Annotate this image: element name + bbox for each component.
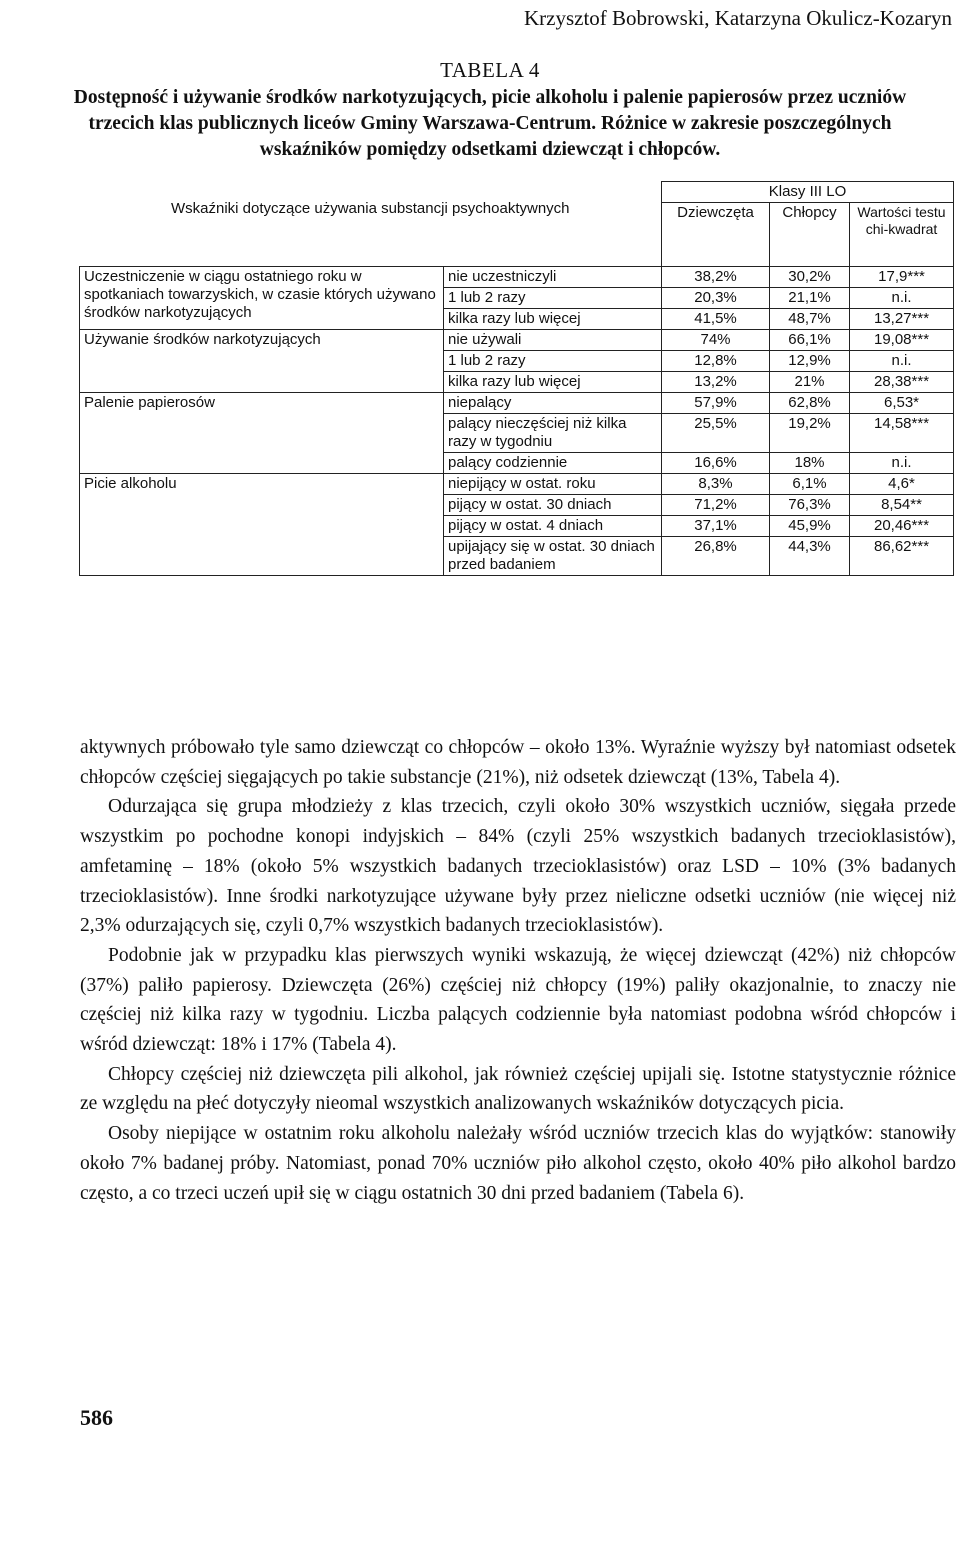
- chi-value: 14,58***: [850, 414, 954, 453]
- boys-value: 45,9%: [770, 516, 850, 537]
- girls-value: 37,1%: [662, 516, 770, 537]
- category-cell: palący nieczęściej niż kilka razy w tygodniu: [444, 414, 662, 453]
- boys-value: 12,9%: [770, 351, 850, 372]
- table-row: [80, 474, 954, 495]
- girls-value: 12,8%: [662, 351, 770, 372]
- boys-value: 48,7%: [770, 309, 850, 330]
- chi-value: n.i.: [850, 351, 954, 372]
- girls-value: 41,5%: [662, 309, 770, 330]
- chi-value: 8,54**: [850, 495, 954, 516]
- chi-value: 17,9***: [850, 267, 954, 288]
- header-boys: Chłopcy: [770, 203, 850, 267]
- category-cell: niepijący w ostat. roku: [444, 474, 662, 495]
- girls-value: 20,3%: [662, 288, 770, 309]
- category-cell: niepalący: [444, 393, 662, 414]
- boys-value: 18%: [770, 453, 850, 474]
- body-paragraph: aktywnych próbowało tyle samo dziewcząt co chłopców – około 13%. Wyraźnie wyższy był natomiast odsetek chłopców częściej sięgających po takie substancje (21%), niż odsetek dziewcząt (13%, Tabela 4).: [80, 737, 956, 788]
- girls-value: 13,2%: [662, 372, 770, 393]
- body-text: [80, 733, 956, 1208]
- girls-value: 16,6%: [662, 453, 770, 474]
- table-row: [80, 330, 954, 351]
- boys-value: 21%: [770, 372, 850, 393]
- body-paragraph: Podobnie jak w przypadku klas pierwszych wyniki wskazują, że więcej dziewcząt (42%) niż chłopców (37%) paliło papierosy. Dziewczęta (26%) częściej niż chłopcy (19%) paliły okazjonalnie, to znaczy nie częściej niż kilka razy w tygodniu. Liczba palących codziennie była natomiast podobna wśród chłopców i wśród dziewcząt: 18% i 17% (Tabela 4).: [80, 944, 956, 1056]
- boys-value: 62,8%: [770, 393, 850, 414]
- girls-value: 74%: [662, 330, 770, 351]
- chi-value: n.i.: [850, 288, 954, 309]
- header-girls: Dziewczęta: [662, 203, 770, 267]
- table-title: Dostępność i używanie środków narkotyzujących, picie alkoholu i palenie papierosów przez uczniów trzecich klas publicznych liceów Gminy Warszawa-Centrum. Różnice w zakresie poszczególnych wskaźników pomiędzy odsetkami dziewcząt i chłopców.: [73, 87, 907, 160]
- table-row: [80, 393, 954, 414]
- indicator-label: Picie alkoholu: [80, 474, 444, 576]
- category-cell: 1 lub 2 razy: [444, 288, 662, 309]
- indicator-label: Używanie środków narkotyzujących: [80, 330, 444, 393]
- chi-value: 19,08***: [850, 330, 954, 351]
- header-group: Klasy III LO: [662, 182, 954, 203]
- indicator-label: Uczestniczenie w ciągu ostatniego roku w spotkaniach towarzyskich, w czasie których używano środków narkotyzujących: [80, 267, 444, 330]
- category-cell: kilka razy lub więcej: [444, 372, 662, 393]
- body-paragraph: Osoby niepijące w ostatnim roku alkoholu należały wśród uczniów trzecich klas do wyjątków: stanowiły około 7% badanej próby. Natomiast, ponad 70% uczniów piło alkohol często, około 40% piło alkohol bardzo często, a co trzeci uczeń upił się w ciągu ostatnich 30 dni przed badaniem (Tabela 6).: [80, 1123, 956, 1204]
- chi-value: n.i.: [850, 453, 954, 474]
- girls-value: 38,2%: [662, 267, 770, 288]
- table-number: TABELA 4: [440, 58, 540, 82]
- boys-value: 30,2%: [770, 267, 850, 288]
- category-cell: kilka razy lub więcej: [444, 309, 662, 330]
- boys-value: 19,2%: [770, 414, 850, 453]
- category-cell: 1 lub 2 razy: [444, 351, 662, 372]
- chi-value: 4,6*: [850, 474, 954, 495]
- girls-value: 25,5%: [662, 414, 770, 453]
- girls-value: 71,2%: [662, 495, 770, 516]
- chi-value: 6,53*: [850, 393, 954, 414]
- chi-value: 13,27***: [850, 309, 954, 330]
- page-number: 586: [80, 1405, 113, 1430]
- girls-value: 8,3%: [662, 474, 770, 495]
- chi-value: 28,38***: [850, 372, 954, 393]
- boys-value: 21,1%: [770, 288, 850, 309]
- category-cell: pijący w ostat. 30 dniach: [444, 495, 662, 516]
- category-cell: nie uczestniczyli: [444, 267, 662, 288]
- boys-value: 66,1%: [770, 330, 850, 351]
- chi-value: 20,46***: [850, 516, 954, 537]
- running-header-author: Krzysztof Bobrowski, Katarzyna Okulicz-Kozaryn: [523, 6, 952, 30]
- category-cell: upijający się w ostat. 30 dniach przed badaniem: [444, 537, 662, 576]
- header-chi: Wartości testu chi-kwadrat: [850, 203, 954, 267]
- body-paragraph: Odurzająca się grupa młodzieży z klas trzecich, czyli około 30% wszystkich uczniów, sięgała przede wszystkim po pochodne konopi indyjskich – 84% (czyli 25% wszystkich badanych trzecioklasistów), amfetaminę – 18% (około 5% wszystkich badanych trzecioklasistów) oraz LSD – 10% (3% badanych trzecioklasistów). Inne środki narkotyzujące używane były przez nieliczne odsetki uczniów (nie więcej niż 2,3% odurzających się, czyli 0,7% wszystkich badanych trzecioklasistów).: [80, 796, 956, 937]
- indicator-label: Palenie papierosów: [80, 393, 444, 474]
- category-cell: pijący w ostat. 4 dniach: [444, 516, 662, 537]
- data-table: [79, 181, 954, 576]
- table-row: [80, 267, 954, 288]
- girls-value: 26,8%: [662, 537, 770, 576]
- chi-value: 86,62***: [850, 537, 954, 576]
- body-paragraph: Chłopcy częściej niż dziewczęta pili alkohol, jak również częściej upijali się. Istotne statystycznie różnice ze względu na płeć dotyczyły nieomal wszystkich analizowanych wskaźników dotyczących picia.: [80, 1063, 956, 1115]
- table-caption: [60, 58, 920, 163]
- boys-value: 6,1%: [770, 474, 850, 495]
- header-indicators: Wskaźniki dotyczące używania substancji psychoaktywnych: [171, 200, 570, 218]
- boys-value: 76,3%: [770, 495, 850, 516]
- category-cell: palący codziennie: [444, 453, 662, 474]
- category-cell: nie używali: [444, 330, 662, 351]
- boys-value: 44,3%: [770, 537, 850, 576]
- girls-value: 57,9%: [662, 393, 770, 414]
